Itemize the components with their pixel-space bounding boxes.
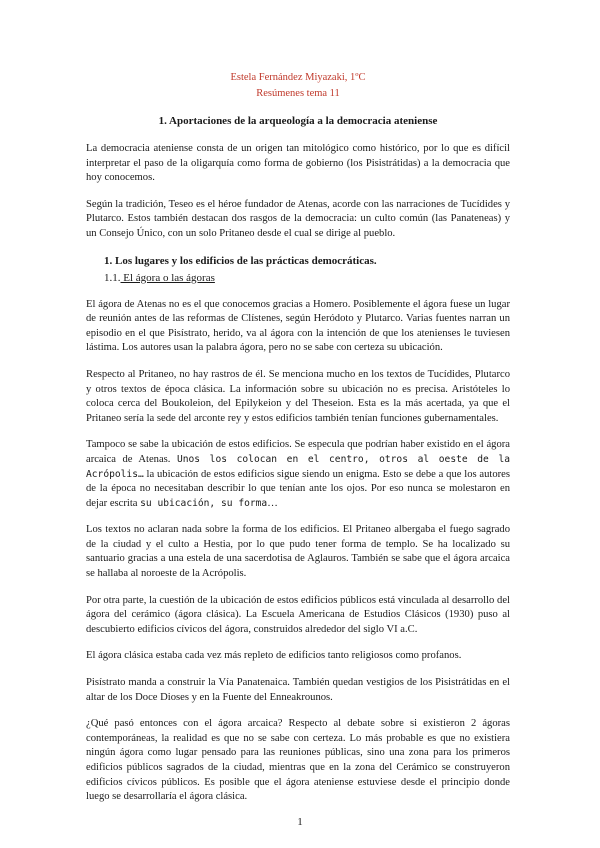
intro-paragraph-2: Según la tradición, Teseo es el héroe fundador de Atenas, acorde con las narraciones de Tucídides y Plutarco. Estos también destacan dos rasgos de la democracia: un culto común (las Panateneas) y un Consejo Único, con un solo Pritaneo desde el cual se dirige al pueblo. (86, 198, 510, 239)
subsection-title: 1. Los lugares y los edificios de las prácticas democráticas. (104, 254, 377, 267)
body-paragraph-8: ¿Qué pasó entonces con el ágora arcaica? Respecto al debate sobre si existieron 2 ágoras contemporáneas, la realidad es que no se sabe con certeza. Lo más probable es que no existiera ningún ágora como lugar pensado para las reuniones públicas, sino una zona para los primeros edificios públicos sagrados de la ciudad, mientras que en la zona del Cerámico se construyeron edificios cívicos públicos. Es posible que el ágora ateniense estuviese desde el principio donde luego se desarrollaría el ágora clásica. (86, 718, 510, 803)
paragraph-3-part-a: Tampoco se sabe la ubicación de estos edificios. Se especula que podrían haber existido en el ágora arcaica de Atenas. (86, 439, 510, 465)
subsubsection-number: 1.1. (104, 271, 121, 284)
body-paragraph-1: El ágora de Atenas no es el que conocemos gracias a Homero. Posiblemente el ágora fuese un lugar de reunión antes de las reformas de Clístenes, según Heródoto y Plutarco. Varias fuentes narran un episodio en el que Pisístrato, herido, va al ágora con la intención de que los atenienses le tuviesen lástima. Los autores usan la palabra ágora, pero no se sabe con certeza su ubicación. (86, 298, 510, 354)
paragraph-3-part-d: su ubicación, su forma (140, 497, 268, 509)
body-paragraph-2: Respecto al Pritaneo, no hay rastros de él. Se menciona mucho en los textos de Tucídides, Plutarco y otros textos de época clásica. La información sobre su ubicación no es precisa. Aristóteles lo coloca cerca del Boukoleion, del Epilykeion y del Theseion. Esta es la más acertada, ya que el Pritaneo sería la sede del arconte rey y estos edificios también tenían funciones gubernamentales. (86, 368, 510, 424)
body-paragraph-7: Pisístrato manda a construir la Vía Panatenaica. También quedan vestigios de los Pisistrátidas en el altar de los Doce Dioses y en la Fuente del Enneakrounos. (86, 677, 510, 703)
body-paragraph-5: Por otra parte, la cuestión de la ubicación de estos edificios públicos está vinculada al desarrollo del ágora del cerámico (ágora clásica). La Escuela Americana de Estudios Clásicos (1930) puso al descubierto edificios cívicos del ágora, construidos alrededor del siglo VI a.C. (86, 594, 510, 635)
body-paragraph-6: El ágora clásica estaba cada vez más repleto de edificios tanto religiosos como profanos. (86, 650, 462, 662)
subsubsection-label: El ágora o las ágoras (120, 271, 215, 284)
subsubsection-title (104, 271, 510, 286)
paragraph-3-part-e: … (267, 497, 278, 509)
intro-paragraph-1: La democracia ateniense consta de un origen tan mitológico como histórico, por lo que es difícil interpretar el paso de la oligarquía como forma de gobierno (los Pisistrátidas) a la democracia que hoy conocemos. (86, 143, 510, 184)
document-header (86, 70, 510, 102)
author-line: Estela Fernández Miyazaki, 1ºC (230, 72, 366, 83)
body-paragraph-4: Los textos no aclaran nada sobre la forma de los edificios. El Pritaneo albergaba el fuego sagrado de la ciudad y el culto a Hestia, por lo que pudo tener forma de templo. Se ha localizado su santuario gracias a una estela de una sacerdotisa de Aglauros. También se sabe que el ágora arcaica se hallaba al noroeste de la Acrópolis. (86, 524, 510, 580)
page-number: 1 (297, 816, 303, 828)
paragraph-3-part-b: Unos los colocan en el centro, otros al oeste de la Acrópolis… (86, 453, 510, 480)
document-subtitle: Resúmenes tema 11 (256, 88, 340, 99)
section-title: 1. Aportaciones de la arqueología a la democracia ateniense (158, 115, 438, 127)
paragraph-3-part-c: la ubicación de estos edificios sigue siendo un enigma. Esto se debe a que los autores de la época no necesitaban describir lo que tenían ante los ojos. Por eso nunca se molestaron en dejar escrita (86, 468, 510, 509)
body-paragraph-3 (86, 438, 510, 511)
